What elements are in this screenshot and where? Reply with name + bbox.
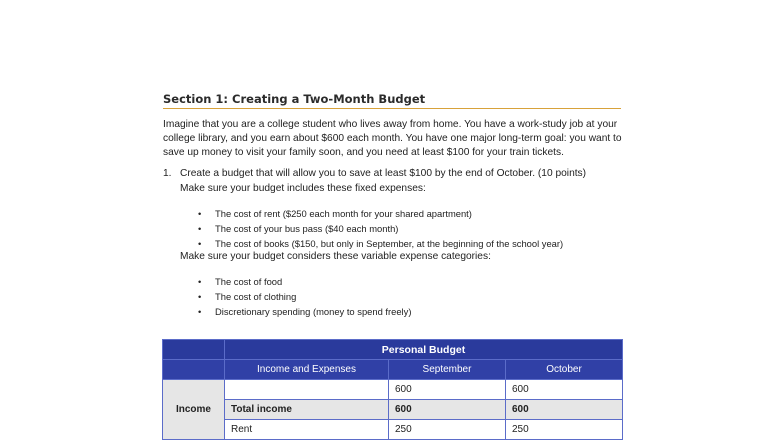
bullet-icon: • (198, 223, 202, 234)
table-header-row (163, 360, 623, 380)
list-item: • Discretionary spending (money to spend freely) (198, 306, 412, 317)
table-cell[interactable]: 250 (389, 420, 506, 440)
column-header: September (389, 360, 506, 380)
intro-line: college library, and you earn about $600 each month. You have one major long-term goal: you want to (163, 132, 622, 144)
variable-expenses-list (198, 274, 411, 319)
table-cell[interactable]: 600 (506, 380, 623, 400)
bullet-icon: • (198, 238, 202, 249)
personal-budget-table (162, 339, 623, 440)
list-item: • The cost of clothing (198, 291, 297, 302)
table-corner-cell (163, 360, 225, 380)
intro-line: save up money to visit your family soon, and you need at least $100 for your train tickets. (163, 146, 564, 158)
table-corner-cell (163, 340, 225, 360)
table-cell: Total income (225, 400, 389, 420)
table-cell[interactable]: 600 (389, 400, 506, 420)
column-header: Income and Expenses (225, 360, 389, 380)
table-cell[interactable] (225, 380, 389, 400)
table-cell[interactable]: 250 (506, 420, 623, 440)
bullet-icon: • (198, 208, 202, 219)
intro-line: Imagine that you are a college student who lives away from home. You have a work-study job at your (163, 119, 618, 130)
row-category: Income (163, 380, 225, 440)
section-title: Section 1: Creating a Two-Month Budget (163, 92, 621, 109)
table-row (163, 420, 623, 440)
table-title-row (163, 340, 623, 360)
list-item: • The cost of books ($150, but only in September, at the beginning of the school year) (198, 238, 564, 249)
column-header: October (506, 360, 623, 380)
list-item: • The cost of rent ($250 each month for your shared apartment) (198, 208, 472, 219)
fixed-expenses-list (198, 206, 563, 251)
table-cell[interactable]: 600 (389, 380, 506, 400)
list-item: • The cost of your bus pass ($40 each month) (198, 223, 399, 234)
bullet-icon: • (198, 306, 202, 317)
table-title: Personal Budget (225, 340, 623, 360)
bullet-icon: • (198, 291, 202, 302)
table-row (163, 400, 623, 420)
table-cell[interactable]: Rent (225, 420, 389, 440)
list-item: • The cost of food (198, 276, 283, 287)
intro-paragraph (163, 118, 623, 159)
table-cell[interactable]: 600 (506, 400, 623, 420)
fixed-expenses-intro: Make sure your budget includes these fixed expenses: (180, 183, 426, 194)
task-number: 1. (163, 168, 172, 179)
bullet-icon: • (198, 276, 202, 287)
variable-expenses-intro: Make sure your budget considers these variable expense categories: (180, 251, 491, 262)
table-row (163, 380, 623, 400)
task-instruction: Create a budget that will allow you to save at least $100 by the end of October. (10 points) (180, 168, 587, 179)
